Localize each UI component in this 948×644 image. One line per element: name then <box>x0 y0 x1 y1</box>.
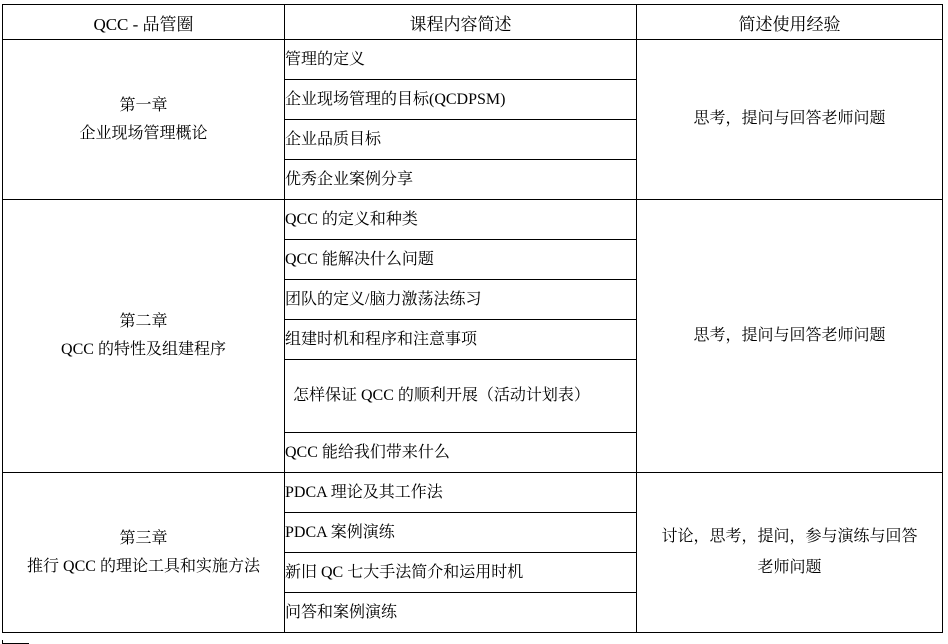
topic-cell: PDCA 案例演练 <box>285 513 637 553</box>
topic-cell: 优秀企业案例分享 <box>285 160 637 200</box>
chapter-title-line: 第二章 <box>119 313 168 330</box>
chapter-cell-1 <box>3 40 285 200</box>
topic-cell: 问答和案例演练 <box>285 593 637 633</box>
header-chapter: QCC - 品管圈 <box>3 5 285 40</box>
chapter-subtitle-line: 推行 QCC 的理论工具和实施方法 <box>27 557 260 575</box>
topic-cell: 企业品质目标 <box>285 120 637 160</box>
topic-cell: 新旧 QC 七大手法简介和运用时机 <box>285 553 637 593</box>
topic-cell: 企业现场管理的目标(QCDPSM) <box>285 80 637 120</box>
topic-cell: 管理的定义 <box>285 40 637 80</box>
topic-cell: QCC 能解决什么问题 <box>285 240 637 280</box>
table-row <box>3 200 943 240</box>
table-header-row <box>3 5 943 40</box>
topic-cell: 怎样保证 QCC 的顺利开展（活动计划表） <box>285 360 637 433</box>
experience-line: 讨论，思考，提问，参与演练与回答 <box>661 528 918 546</box>
experience-line: 思考，提问与回答老师问题 <box>693 326 886 344</box>
experience-cell-1 <box>637 40 943 200</box>
chapter-cell-3 <box>3 473 285 633</box>
chapter-title-line: 第三章 <box>119 529 168 547</box>
chapter-title-line: 第一章 <box>119 96 168 114</box>
table-row <box>3 473 943 513</box>
experience-line: 老师问题 <box>757 558 822 576</box>
course-outline-table <box>2 4 943 633</box>
header-experience: 简述使用经验 <box>637 5 943 40</box>
chapter-subtitle-line: 企业现场管理概论 <box>79 124 208 142</box>
chapter-subtitle-line: QCC 的特性及组建程序 <box>61 341 226 358</box>
experience-line: 思考，提问与回答老师问题 <box>693 110 886 128</box>
table-row <box>3 40 943 80</box>
chapter-cell-2 <box>3 200 285 473</box>
topic-cell: QCC 的定义和种类 <box>285 200 637 240</box>
table-body <box>3 40 943 633</box>
experience-cell-2 <box>637 200 943 473</box>
topic-cell: 组建时机和程序和注意事项 <box>285 320 637 360</box>
topic-cell: QCC 能给我们带来什么 <box>285 433 637 473</box>
topic-cell: 团队的定义/脑力激荡法练习 <box>285 280 637 320</box>
header-content: 课程内容简述 <box>285 5 637 40</box>
topic-cell: PDCA 理论及其工作法 <box>285 473 637 513</box>
table-header <box>3 5 943 40</box>
experience-cell-3 <box>637 473 943 633</box>
page-corner-marker <box>2 640 29 644</box>
